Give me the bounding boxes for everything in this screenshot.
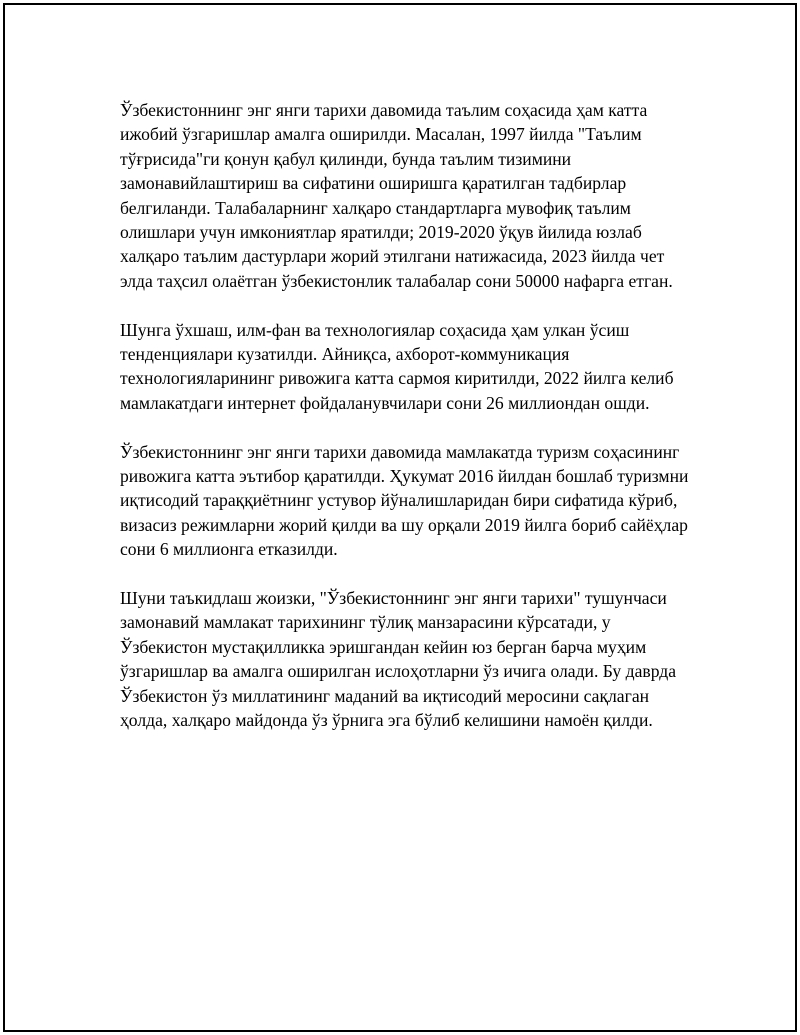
document-page bbox=[3, 3, 797, 1032]
paragraph-science-technology: Шунга ўхшаш, илм-фан ва технологиялар соҳасида ҳам улкан ўсиш тенденциялари кузатилди. Айниқса, ахборот-коммуникация технологияларининг ривожига катта сармоя киритилди, 2022 йилга келиб мамлакатдаги интернет фойдаланувчилари сони 26 миллиондан ошди. bbox=[120, 319, 674, 413]
paragraph-education: Ўзбекистоннинг энг янги тарихи давомида таълим соҳасида ҳам катта ижобий ўзгаришлар амалга оширилди. Масалан, 1997 йилда "Таълим тўғрисида"ги қонун қабул қилинди, бунда таълим тизимини замонавийлаштириш ва сифатини оширишга қаратилган тадбирлар белгиланди. Талабаларнинг халқаро стандартларга мувофиқ таълим олишлари учун имкониятлар яратилди; 2019-2020 ўқув йилида юзлаб халқаро таълим дастурлари жорий этилгани натижасида, 2023 йилда чет элда таҳсил олаётган ўзбекистонлик талабалар сони 50000 нафарга етган. bbox=[120, 100, 673, 291]
paragraph-tourism: Ўзбекистоннинг энг янги тарихи давомида мамлакатда туризм соҳасининг ривожига катта эътибор қаратилди. Ҳукумат 2016 йилдан бошлаб туризмни иқтисодий тараққиётнинг устувор йўналишларидан бири сифатида кўриб, визасиз режимларни жорий қилди ва шу орқали 2019 йилга бориб сайёҳлар сони 6 миллионга етказилди. bbox=[120, 441, 689, 560]
paragraph-conclusion: Шуни таъкидлаш жоизки, "Ўзбекистоннинг энг янги тарихи" тушунчаси замонавий мамлакат тарихининг тўлиқ манзарасини кўрсатади, у Ўзбекистон мустақилликка эришгандан кейин юз берган барча муҳим ўзгаришлар ва амалга оширилган ислоҳотларни ўз ичига олади. Бу даврда Ўзбекистон ўз миллатининг маданий ва иқтисодий меросини сақлаган ҳолда, халқаро майдонда ўз ўрнига эга бўлиб келишини намоён қилди. bbox=[120, 588, 677, 731]
document-body bbox=[120, 98, 700, 757]
